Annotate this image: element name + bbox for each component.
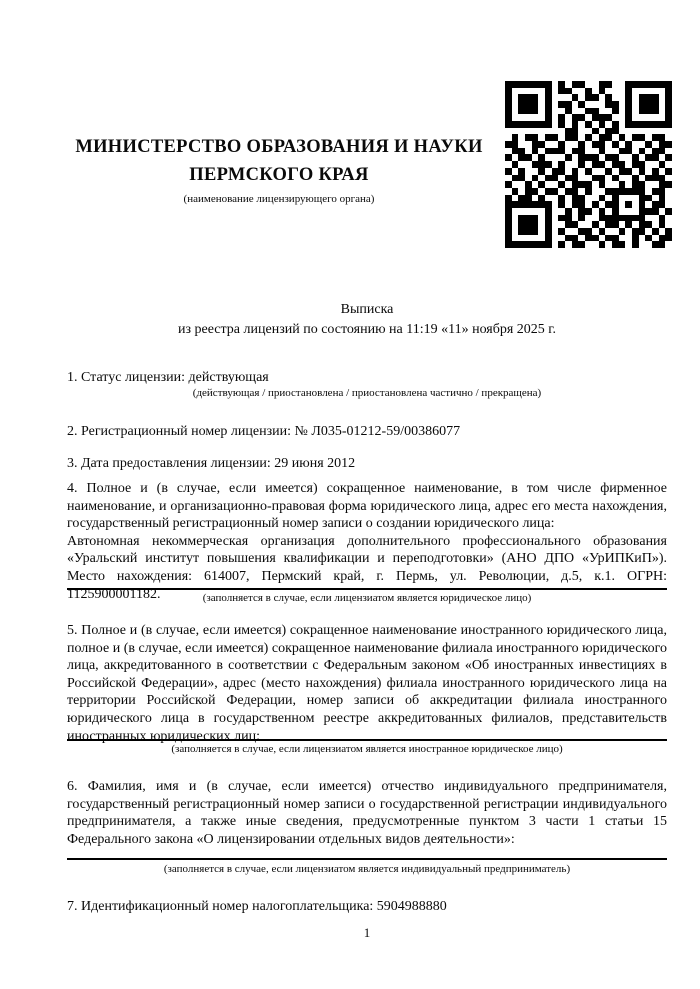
document-title-line2: из реестра лицензий по состоянию на 11:19 «11» ноября 2025 г.: [178, 322, 556, 337]
license-number-value: № Л035-01212-59/00386077: [294, 424, 461, 439]
taxpayer-number-item: [67, 898, 667, 916]
entrepreneur-question: 6. Фамилия, имя и (в случае, если имеется) отчество индивидуального предпринимателя, государственный регистрационный номер записи о государственной регистрации индивидуального предпринимателя, а также иные сведения, предусмотренные пунктом 3 части 1 статьи 15 Федерального закона «О лицензировании отдельных видов деятельности»:: [67, 779, 667, 847]
legal-entity-question: 4. Полное и (в случае, если имеется) сокращенное наименование, в том числе фирменное наименование, и организационно-правовая форма юридического лица, адрес его места нахождения, государственный регистрационный номер записи о создании юридического лица:: [67, 481, 667, 532]
license-date-value: 29 июня 2012: [274, 456, 356, 471]
ministry-name-line1: МИНИСТЕРСТВО ОБРАЗОВАНИЯ И НАУКИ: [75, 137, 483, 157]
license-status-options-note: (действующая / приостановлена / приостановлена частично / прекращена): [192, 387, 542, 399]
ministry-name-line2: ПЕРМСКОГО КРАЯ: [189, 165, 369, 185]
license-status-item: [67, 369, 667, 387]
licensing-authority-caption: (наименование лицензирующего органа): [183, 193, 375, 205]
document-title-line1: Выписка: [340, 302, 394, 317]
taxpayer-number-label: 7. Идентификационный номер налогоплательщика:: [67, 899, 374, 914]
page-number: 1: [363, 925, 371, 940]
document-title: [67, 300, 667, 340]
foreign-entity-note: (заполняется в случае, если лицензиатом является иностранное юридическое лицо): [171, 743, 563, 755]
license-status-label: 1. Статус лицензии:: [67, 370, 186, 385]
foreign-entity-question: 5. Полное и (в случае, если имеется) сокращенное наименование иностранного юридического лица, полное и (в случае, если имеется) сокращенное наименование филиала иностранного юридического лица, аккредитованного в соответствии с Федеральным законом «Об иностранных инвестициях в Российской Федерации», адрес (место нахождения) филиала иностранного юридического лица на территории Российской Федерации, номер записи об аккредитации филиала иностранного юридического лица в государственном реестре аккредитованных филиалов, представительств иностранных юридических лиц:: [67, 623, 667, 744]
legal-entity-answer: Автономная некоммерческая организация дополнительного профессионального образования «Уральский институт повышения квалификации и переподготовки» (АНО ДПО «УрИПКиП»). Место нахождения: 614007, Пермский край, г. Пермь, ул. Революции, д.5, к.1. ОГРН: 1125900001182.: [67, 533, 667, 602]
entrepreneur-note: (заполняется в случае, если лицензиатом является индивидуальный предприниматель): [163, 863, 571, 875]
license-date-label: 3. Дата предоставления лицензии:: [67, 456, 271, 471]
taxpayer-number-value: 5904988880: [376, 899, 447, 914]
separator-line-foreign-entity: [67, 739, 667, 741]
license-number-label: 2. Регистрационный номер лицензии:: [67, 424, 292, 439]
license-status-value: действующая: [188, 370, 269, 385]
separator-line-legal-entity: [67, 588, 667, 590]
legal-entity-section: [67, 480, 667, 603]
license-date-item: [67, 455, 667, 473]
legal-entity-note: (заполняется в случае, если лицензиатом является юридическое лицо): [202, 592, 532, 604]
separator-line-entrepreneur: [67, 858, 667, 860]
header: [67, 133, 491, 205]
qr-code: [505, 81, 672, 248]
license-number-item: [67, 423, 667, 441]
